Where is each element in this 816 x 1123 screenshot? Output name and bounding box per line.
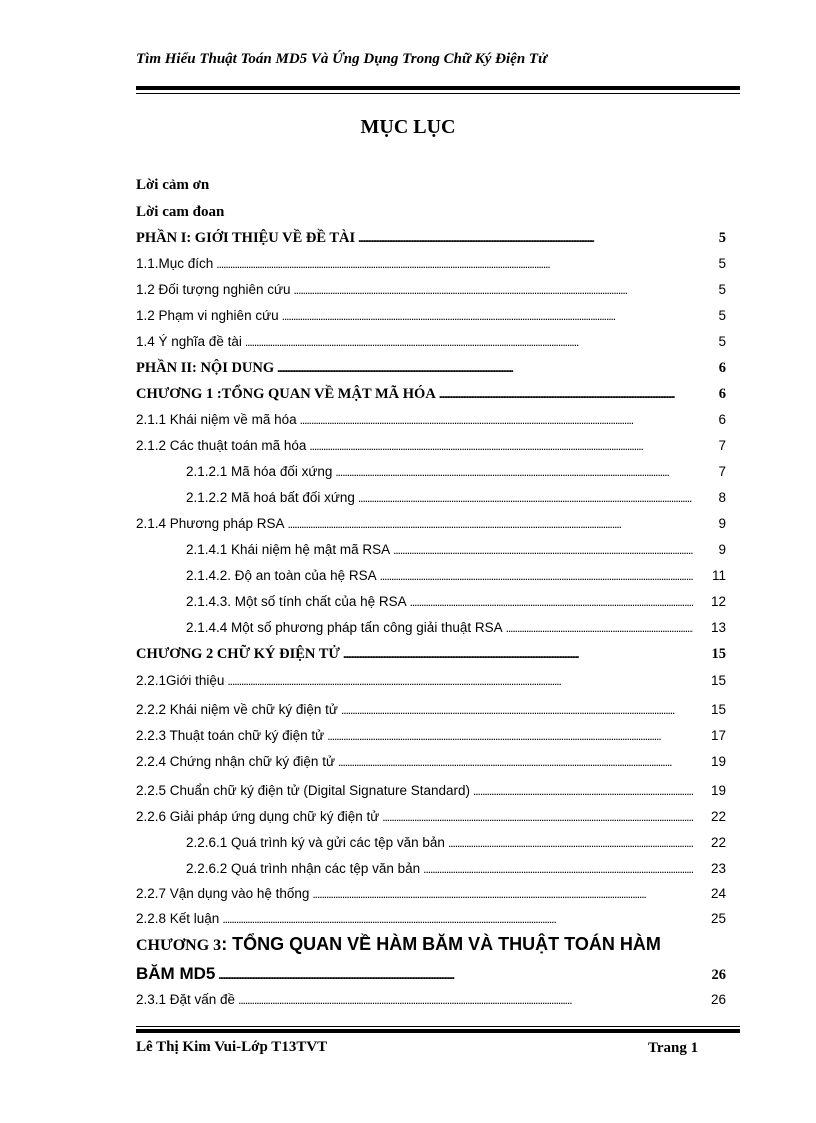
- toc-entry-part-1[interactable]: PHẦN I: GIỚI THIỆU VỀ ĐỀ TÀI . . . 5: [136, 230, 726, 247]
- toc-entry[interactable]: 2.1.2.2 Mã hoá bất đối xứng . . . 8: [186, 490, 726, 505]
- footer-rule-thick: [136, 1029, 740, 1033]
- toc-entry[interactable]: 2.1.4.3. Một số tính chất của hệ RSA . . . 12: [186, 594, 726, 609]
- toc-entry[interactable]: 2.1.2.1 Mã hóa đối xứng . . . 7: [186, 464, 726, 479]
- preface-acknowledgement: Lời cảm ơn: [136, 177, 210, 193]
- toc-entry[interactable]: 2.2.7 Vận dụng vào hệ thống . . . 24: [136, 886, 726, 901]
- toc-entry-chapter-3-line1[interactable]: CHƯƠNG 3: TỔNG QUAN VỀ HÀM BĂM VÀ THUẬT TOÁN HÀM: [136, 934, 661, 954]
- toc-entry[interactable]: 1.1.Mục đích . . . 5: [136, 256, 726, 271]
- header-rule-thick: [136, 86, 740, 90]
- toc-entry[interactable]: 2.2.6.1 Quá trình ký và gửi các tệp văn bản . . . 22: [186, 835, 726, 850]
- toc-entry-chapter-3-line2[interactable]: BĂM MD5 . . . 26: [136, 964, 726, 984]
- toc-entry-chapter-2[interactable]: CHƯƠNG 2 CHỮ KÝ ĐIỆN TỬ . . . 15: [136, 646, 726, 663]
- toc-entry[interactable]: 2.1.4.1 Khái niệm hệ mật mã RSA . . . 9: [186, 542, 726, 557]
- header-rule-thin: [136, 93, 740, 94]
- toc-entry[interactable]: 2.3.1 Đặt vấn đề . . . 26: [136, 992, 726, 1007]
- preface-declaration: Lời cam đoan: [136, 204, 225, 220]
- toc-entry[interactable]: 2.2.4 Chứng nhận chữ ký điện tử . . . 19: [136, 754, 726, 769]
- toc-title: MỤC LỤC: [360, 116, 456, 138]
- toc-entry[interactable]: 2.1.4.4 Một số phương pháp tấn công giải thuật RSA . . . 13: [186, 620, 726, 635]
- toc-entry[interactable]: 1.2 Đối tượng nghiên cứu . . . 5: [136, 282, 726, 297]
- footer-page-number: Trang 1: [648, 1040, 699, 1056]
- toc-entry[interactable]: 2.2.5 Chuẩn chữ ký điện tử (Digital Signature Standard) . . . 19: [136, 783, 726, 798]
- toc-entry[interactable]: 2.2.3 Thuật toán chữ ký điện tử . . . 17: [136, 728, 726, 743]
- page-header-title: Tìm Hiểu Thuật Toán MD5 Và Ứng Dụng Trong Chữ Ký Điện Tử: [136, 51, 548, 67]
- toc-entry[interactable]: 2.2.2 Khái niệm về chữ ký điện tử . . . 15: [136, 702, 726, 717]
- toc-entry[interactable]: 2.2.6 Giải pháp ứng dụng chữ ký điện tử . . . 22: [136, 809, 726, 824]
- toc-entry[interactable]: 2.1.4 Phương pháp RSA . . . 9: [136, 516, 726, 531]
- toc-entry[interactable]: 2.1.2 Các thuật toán mã hóa . . . 7: [136, 438, 726, 453]
- toc-entry[interactable]: 1.4 Ý nghĩa đề tài . . . 5: [136, 334, 726, 349]
- toc-entry-chapter-1[interactable]: CHƯƠNG 1 :TỔNG QUAN VỀ MẬT MÃ HÓA . . . 6: [136, 386, 726, 403]
- footer-rule-thin: [136, 1026, 740, 1027]
- toc-entry[interactable]: 1.2 Phạm vi nghiên cứu . . . 5: [136, 308, 726, 323]
- toc-entry[interactable]: 2.2.6.2 Quá trình nhận các tệp văn bản . . . 23: [186, 861, 726, 876]
- toc-entry-part-2[interactable]: PHẦN II: NỘI DUNG . . . 6: [136, 360, 726, 377]
- toc-entry[interactable]: 2.2.1Giới thiệu . . . 15: [136, 673, 726, 688]
- toc-entry[interactable]: 2.1.1 Khái niệm về mã hóa . . . 6: [136, 412, 726, 427]
- toc-entry[interactable]: 2.2.8 Kết luận . . . 25: [136, 911, 726, 926]
- toc-entry[interactable]: 2.1.4.2. Độ an toàn của hệ RSA . . . 11: [186, 568, 726, 583]
- footer-author: Lê Thị Kim Vui-Lớp T13TVT: [136, 1039, 328, 1055]
